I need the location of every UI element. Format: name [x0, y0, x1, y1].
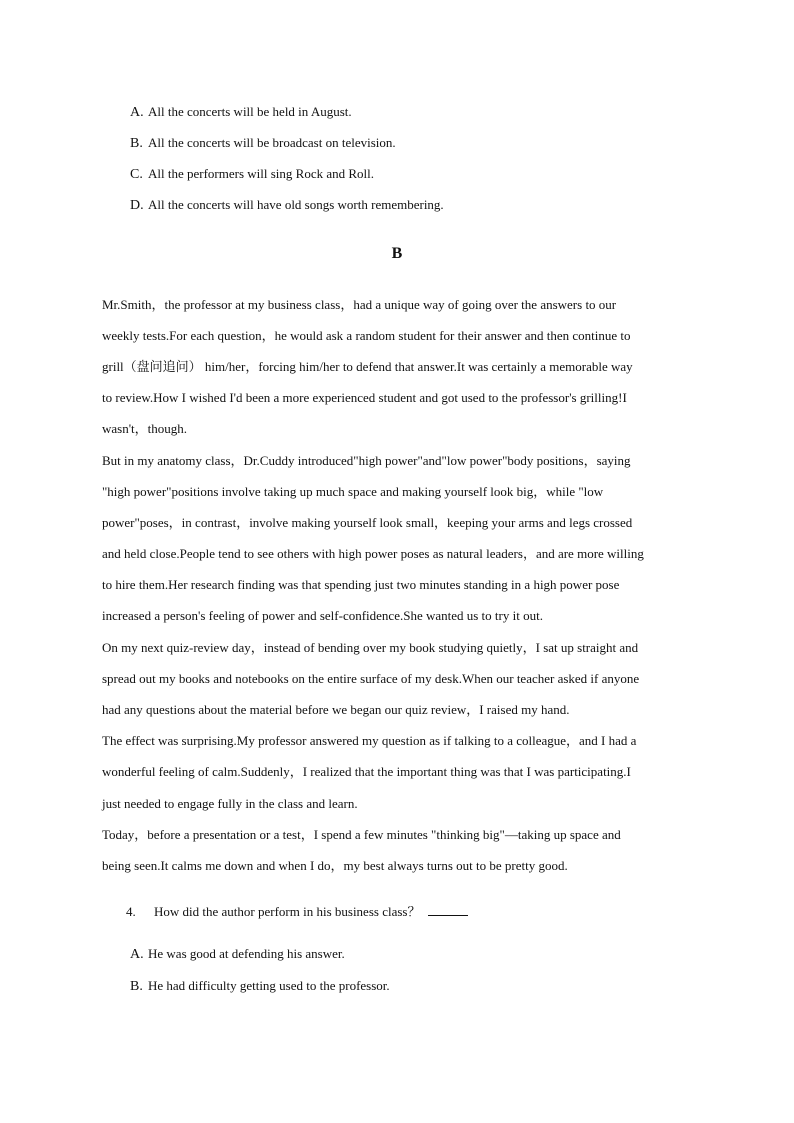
option-letter: B.: [130, 979, 143, 994]
question-option-a: [130, 946, 345, 963]
passage-line: to review.How I wished I'd been a more experienced student and got used to the professor's grilling!I: [102, 390, 627, 405]
passage-line: wonderful feeling of calm.Suddenly，I realized that the important thing was that I was participating.I: [102, 764, 631, 779]
question-text: How did the author perform in his business class？: [154, 904, 421, 919]
answer-blank: [428, 903, 468, 916]
option-letter: D.: [130, 198, 144, 213]
option-text: All the concerts will be held in August.: [148, 104, 352, 119]
option-text: All the performers will sing Rock and Roll.: [148, 166, 375, 181]
section-heading: B: [391, 245, 403, 262]
passage-line: had any questions about the material before we began our quiz review，I raised my hand.: [102, 702, 570, 717]
option-letter: C.: [130, 167, 143, 182]
option-letter: A.: [130, 105, 144, 120]
passage-line: wasn't，though.: [102, 421, 188, 436]
option-text: He was good at defending his answer.: [148, 946, 345, 961]
question-option-b: [130, 978, 390, 995]
option-a: [130, 104, 352, 121]
passage-line: to hire them.Her research finding was that spending just two minutes standing in a high power pose: [102, 577, 620, 592]
passage-line: But in my anatomy class，Dr.Cuddy introduced"high power"and"low power"body positions，saying: [102, 453, 631, 468]
passage-line: just needed to engage fully in the class and learn.: [102, 796, 358, 811]
question-4: [126, 901, 468, 920]
passage-line: Today，before a presentation or a test，I spend a few minutes "thinking big"—taking up space and: [102, 827, 621, 842]
option-b: [130, 135, 396, 152]
passage-line: Mr.Smith，the professor at my business class，had a unique way of going over the answers to our: [102, 297, 617, 312]
passage-line: and held close.People tend to see others with high power poses as natural leaders，and are more willing: [102, 546, 644, 561]
option-d: [130, 197, 444, 214]
passage-line: weekly tests.For each question，he would ask a random student for their answer and then continue to: [102, 328, 631, 343]
option-c: [130, 166, 374, 183]
option-text: All the concerts will have old songs worth remembering.: [148, 197, 444, 212]
passage-line: grill（盘问追问） him/her，forcing him/her to defend that answer.It was certainly a memorable way: [102, 359, 633, 374]
passage-line: power"poses，in contrast，involve making yourself look small，keeping your arms and legs crossed: [102, 515, 633, 530]
passage-line: "high power"positions involve taking up much space and making yourself look big，while "low: [102, 484, 604, 499]
question-number: 4.: [126, 904, 136, 919]
passage-line: The effect was surprising.My professor answered my question as if talking to a colleague，and I had a: [102, 733, 637, 748]
passage-line: On my next quiz-review day，instead of bending over my book studying quietly，I sat up straight and: [102, 640, 639, 655]
passage-line: being seen.It calms me down and when I do，my best always turns out to be pretty good.: [102, 858, 568, 873]
option-text: He had difficulty getting used to the professor.: [148, 978, 390, 993]
option-text: All the concerts will be broadcast on television.: [148, 135, 396, 150]
passage-line: spread out my books and notebooks on the entire surface of my desk.When our teacher asked if anyone: [102, 671, 640, 686]
passage-line: increased a person's feeling of power and self-confidence.She wanted us to try it out.: [102, 608, 543, 623]
option-letter: A.: [130, 947, 144, 962]
option-letter: B.: [130, 136, 143, 151]
